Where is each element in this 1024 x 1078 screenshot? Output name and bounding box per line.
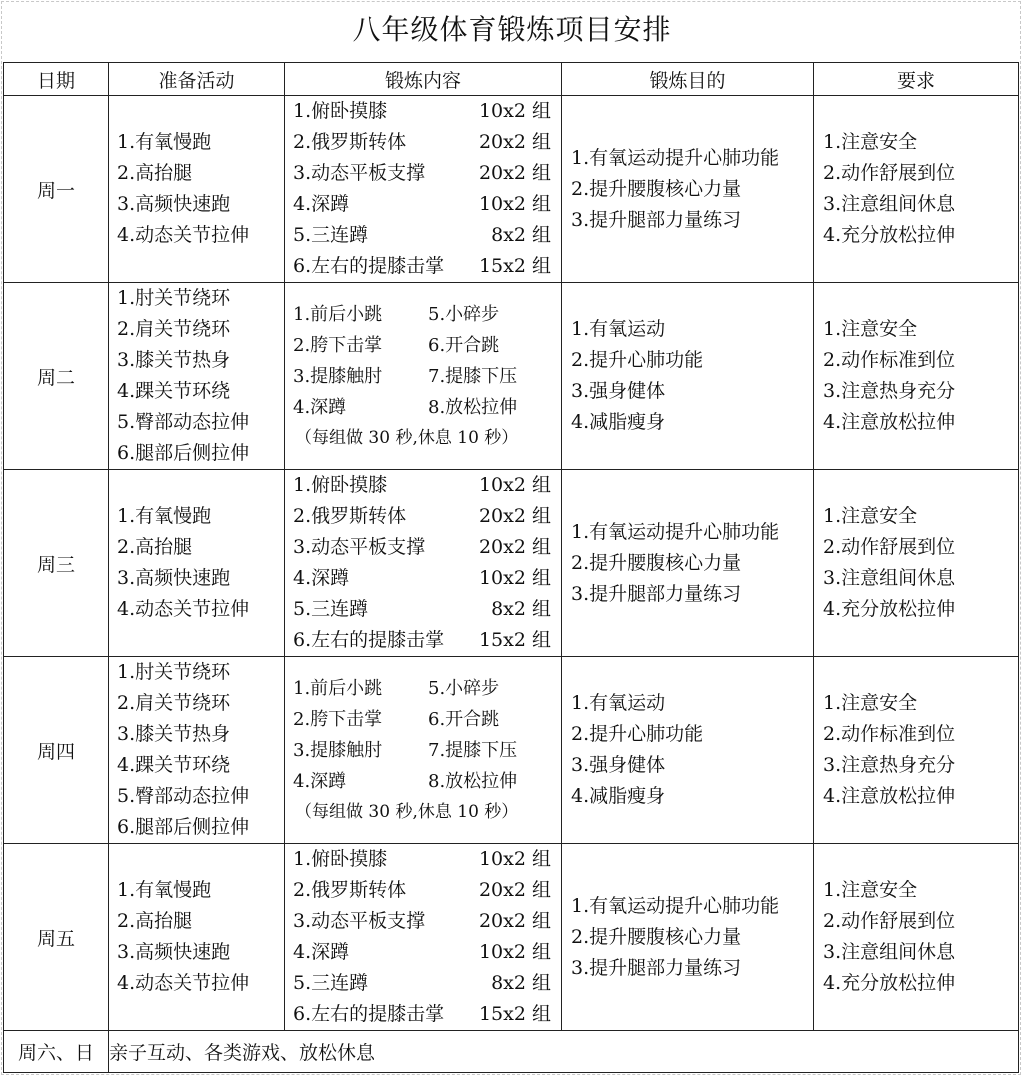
exercise-item	[293, 875, 561, 906]
prep-item: 3.高频快速跑	[117, 941, 231, 963]
exercise-item	[293, 968, 561, 999]
requirement-item: 2.动作舒展到位	[823, 910, 956, 932]
requirement-item: 3.注意热身充分	[823, 380, 956, 402]
exercise-name: 4.深蹲	[293, 193, 350, 215]
goal-cell	[562, 657, 814, 844]
exercise-sets: 20x2 组	[478, 131, 551, 153]
prep-list	[109, 657, 284, 843]
goal-list	[562, 891, 813, 984]
header-requirement: 要求	[814, 63, 1019, 96]
exercise-pair	[293, 766, 561, 797]
exercise-pair	[293, 673, 561, 704]
requirement-cell	[814, 657, 1019, 844]
exercise-pair	[293, 361, 561, 392]
exercise-item	[293, 906, 561, 937]
requirement-list	[814, 875, 1018, 999]
requirement-list	[814, 314, 1018, 438]
exercise-item	[293, 158, 561, 189]
exercise-name: 6.左右的提膝击掌	[293, 255, 445, 277]
exercise-sets: 8x2 组	[491, 972, 551, 994]
content-cell	[285, 844, 562, 1031]
exercise-note: （每组做 30 秒,休息 10 秒）	[295, 801, 519, 822]
day-cell: 周四	[4, 657, 109, 844]
exercise-item	[293, 594, 561, 625]
requirement-list	[814, 688, 1018, 812]
exercise-item	[293, 625, 561, 656]
exercise-name: 2.俄罗斯转体	[293, 131, 407, 153]
goal-item: 3.强身健体	[571, 380, 666, 402]
prep-list	[109, 283, 284, 469]
exercise-item	[293, 470, 561, 501]
table-row	[4, 657, 1019, 844]
prep-cell	[109, 283, 285, 470]
goal-item: 2.提升腰腹核心力量	[571, 177, 742, 200]
content-cell	[285, 470, 562, 657]
goal-list	[562, 143, 813, 236]
requirement-item: 3.注意热身充分	[823, 754, 956, 776]
requirement-item: 1.注意安全	[823, 692, 918, 714]
exercise-sets: 20x2 组	[478, 879, 551, 901]
requirement-item: 3.注意组间休息	[823, 941, 956, 963]
requirement-item: 2.动作标准到位	[823, 723, 956, 745]
exercise-sets: 10x2 组	[478, 100, 551, 122]
requirement-item: 4.注意放松拉伸	[823, 411, 956, 433]
exercise-name: 5.三连蹲	[293, 598, 369, 620]
goal-item: 3.提升腿部力量练习	[571, 208, 742, 231]
day-cell: 周五	[4, 844, 109, 1031]
prep-item: 2.肩关节绕环	[117, 318, 231, 340]
goal-item: 3.强身健体	[571, 754, 666, 776]
requirement-cell	[814, 283, 1019, 470]
exercise-name: 6.开合跳	[428, 708, 500, 730]
prep-list	[109, 875, 284, 999]
prep-item: 6.腿部后侧拉伸	[117, 442, 250, 464]
prep-item: 5.臀部动态拉伸	[117, 411, 250, 433]
exercise-sets: 10x2 组	[478, 474, 551, 496]
exercise-item	[293, 532, 561, 563]
prep-item: 3.膝关节热身	[117, 723, 231, 745]
exercise-name: 6.开合跳	[428, 334, 500, 356]
exercise-sets: 20x2 组	[478, 910, 551, 932]
requirement-item: 3.注意组间休息	[823, 193, 956, 215]
exercise-name: 4.深蹲	[293, 941, 350, 963]
exercise-list	[285, 673, 561, 828]
prep-item: 4.动态关节拉伸	[117, 224, 250, 246]
header-content: 锻炼内容	[285, 63, 562, 96]
exercise-name: 6.左右的提膝击掌	[293, 1003, 445, 1025]
prep-item: 4.踝关节环绕	[117, 754, 231, 776]
exercise-name: 1.俯卧摸膝	[293, 474, 388, 496]
goal-item: 1.有氧运动	[571, 318, 666, 340]
weekend-activity-cell: 亲子互动、各类游戏、放松休息	[109, 1031, 1019, 1073]
requirement-item: 2.动作舒展到位	[823, 162, 956, 184]
exercise-list	[285, 470, 561, 656]
prep-cell	[109, 470, 285, 657]
table-row	[4, 96, 1019, 283]
exercise-name: 3.动态平板支撑	[293, 910, 426, 932]
exercise-name: 1.俯卧摸膝	[293, 848, 388, 870]
header-date: 日期	[4, 63, 109, 96]
exercise-item	[293, 189, 561, 220]
exercise-item	[293, 251, 561, 282]
exercise-pair	[293, 299, 561, 330]
goal-cell	[562, 470, 814, 657]
exercise-sets: 10x2 组	[478, 193, 551, 215]
exercise-item	[293, 844, 561, 875]
exercise-name: 3.提膝触肘	[293, 365, 383, 387]
requirement-cell	[814, 96, 1019, 283]
prep-item: 1.有氧慢跑	[117, 879, 212, 901]
requirement-item: 2.动作舒展到位	[823, 536, 956, 558]
exercise-name: 6.左右的提膝击掌	[293, 629, 445, 651]
requirement-item: 1.注意安全	[823, 505, 918, 527]
prep-item: 3.高频快速跑	[117, 567, 231, 589]
prep-list	[109, 501, 284, 625]
exercise-list	[285, 299, 561, 454]
content-cell	[285, 657, 562, 844]
exercise-name: 2.俄罗斯转体	[293, 505, 407, 527]
exercise-sets: 10x2 组	[478, 567, 551, 589]
goal-cell	[562, 844, 814, 1031]
table-row	[4, 283, 1019, 470]
requirement-item: 1.注意安全	[823, 318, 918, 340]
header-goal: 锻炼目的	[562, 63, 814, 96]
goal-item: 3.提升腿部力量练习	[571, 956, 742, 979]
requirement-item: 4.注意放松拉伸	[823, 785, 956, 807]
exercise-name: 5.小碎步	[428, 303, 500, 325]
exercise-name: 5.小碎步	[428, 677, 500, 699]
exercise-name: 1.前后小跳	[293, 303, 383, 325]
exercise-name: 2.胯下击掌	[293, 334, 383, 356]
weekend-row	[4, 1031, 1019, 1073]
prep-item: 2.高抬腿	[117, 162, 193, 184]
prep-item: 6.腿部后侧拉伸	[117, 816, 250, 838]
table-row	[4, 844, 1019, 1031]
goal-cell	[562, 283, 814, 470]
exercise-item	[293, 999, 561, 1030]
day-cell: 周二	[4, 283, 109, 470]
goal-item: 1.有氧运动提升心肺功能	[571, 146, 780, 169]
prep-item: 4.踝关节环绕	[117, 380, 231, 402]
goal-item: 2.提升心肺功能	[571, 723, 704, 745]
exercise-name: 7.提膝下压	[428, 739, 518, 761]
requirement-list	[814, 501, 1018, 625]
exercise-item	[293, 96, 561, 127]
requirement-list	[814, 127, 1018, 251]
requirement-item: 4.充分放松拉伸	[823, 972, 956, 994]
requirement-cell	[814, 470, 1019, 657]
prep-item: 1.有氧慢跑	[117, 131, 212, 153]
prep-item: 3.膝关节热身	[117, 349, 231, 371]
exercise-sets: 8x2 组	[491, 598, 551, 620]
exercise-note: （每组做 30 秒,休息 10 秒）	[295, 427, 519, 448]
exercise-name: 3.动态平板支撑	[293, 536, 426, 558]
header-prep: 准备活动	[109, 63, 285, 96]
requirement-item: 4.充分放松拉伸	[823, 598, 956, 620]
goal-list	[562, 517, 813, 610]
exercise-name: 1.前后小跳	[293, 677, 383, 699]
prep-item: 1.肘关节绕环	[117, 287, 231, 309]
exercise-pair	[293, 330, 561, 361]
prep-item: 5.臀部动态拉伸	[117, 785, 250, 807]
prep-item: 2.肩关节绕环	[117, 692, 231, 714]
content-cell	[285, 283, 562, 470]
exercise-item	[293, 220, 561, 251]
exercise-sets: 20x2 组	[478, 536, 551, 558]
exercise-sets: 15x2 组	[478, 1003, 551, 1025]
day-cell: 周一	[4, 96, 109, 283]
goal-item: 1.有氧运动提升心肺功能	[571, 520, 780, 543]
exercise-name: 3.提膝触肘	[293, 739, 383, 761]
goal-item: 2.提升腰腹核心力量	[571, 551, 742, 574]
requirement-item: 1.注意安全	[823, 131, 918, 153]
exercise-name: 2.胯下击掌	[293, 708, 383, 730]
prep-item: 2.高抬腿	[117, 910, 193, 932]
exercise-list	[285, 844, 561, 1030]
goal-item: 1.有氧运动	[571, 692, 666, 714]
goal-item: 2.提升腰腹核心力量	[571, 925, 742, 948]
requirement-item: 2.动作标准到位	[823, 349, 956, 371]
schedule-table	[3, 62, 1019, 1073]
prep-item: 2.高抬腿	[117, 536, 193, 558]
prep-item: 4.动态关节拉伸	[117, 972, 250, 994]
content-cell	[285, 96, 562, 283]
header-row	[4, 63, 1019, 96]
prep-item: 1.肘关节绕环	[117, 661, 231, 683]
goal-item: 4.减脂瘦身	[571, 411, 666, 433]
exercise-name: 4.深蹲	[293, 567, 350, 589]
goal-list	[562, 688, 813, 812]
exercise-sets: 15x2 组	[478, 255, 551, 277]
day-cell: 周三	[4, 470, 109, 657]
exercise-item	[293, 563, 561, 594]
table-row	[4, 470, 1019, 657]
goal-list	[562, 314, 813, 438]
exercise-item	[293, 937, 561, 968]
goal-item: 2.提升心肺功能	[571, 349, 704, 371]
exercise-list	[285, 96, 561, 282]
exercise-name: 5.三连蹲	[293, 224, 369, 246]
goal-item: 1.有氧运动提升心肺功能	[571, 894, 780, 917]
requirement-item: 3.注意组间休息	[823, 567, 956, 589]
exercise-pair	[293, 392, 561, 423]
exercise-name: 1.俯卧摸膝	[293, 100, 388, 122]
prep-item: 4.动态关节拉伸	[117, 598, 250, 620]
requirement-cell	[814, 844, 1019, 1031]
exercise-name: 4.深蹲	[293, 770, 347, 792]
goal-item: 4.减脂瘦身	[571, 785, 666, 807]
exercise-item	[293, 127, 561, 158]
requirement-item: 1.注意安全	[823, 879, 918, 901]
weekend-day-cell: 周六、日	[4, 1031, 109, 1073]
exercise-name: 4.深蹲	[293, 396, 347, 418]
prep-item: 1.有氧慢跑	[117, 505, 212, 527]
exercise-sets: 20x2 组	[478, 162, 551, 184]
exercise-name: 5.三连蹲	[293, 972, 369, 994]
exercise-name: 8.放松拉伸	[428, 770, 518, 792]
exercise-name: 7.提膝下压	[428, 365, 518, 387]
prep-cell	[109, 657, 285, 844]
exercise-sets: 8x2 组	[491, 224, 551, 246]
goal-item: 3.提升腿部力量练习	[571, 582, 742, 605]
goal-cell	[562, 96, 814, 283]
prep-list	[109, 127, 284, 251]
exercise-item	[293, 501, 561, 532]
exercise-sets: 15x2 组	[478, 629, 551, 651]
prep-item: 3.高频快速跑	[117, 193, 231, 215]
prep-cell	[109, 96, 285, 283]
exercise-sets: 10x2 组	[478, 941, 551, 963]
prep-cell	[109, 844, 285, 1031]
exercise-name: 2.俄罗斯转体	[293, 879, 407, 901]
exercise-pair	[293, 735, 561, 766]
exercise-sets: 20x2 组	[478, 505, 551, 527]
exercise-sets: 10x2 组	[478, 848, 551, 870]
exercise-name: 8.放松拉伸	[428, 396, 518, 418]
requirement-item: 4.充分放松拉伸	[823, 224, 956, 246]
document-title: 八年级体育锻炼项目安排	[352, 13, 672, 46]
exercise-name: 3.动态平板支撑	[293, 162, 426, 184]
exercise-pair	[293, 704, 561, 735]
